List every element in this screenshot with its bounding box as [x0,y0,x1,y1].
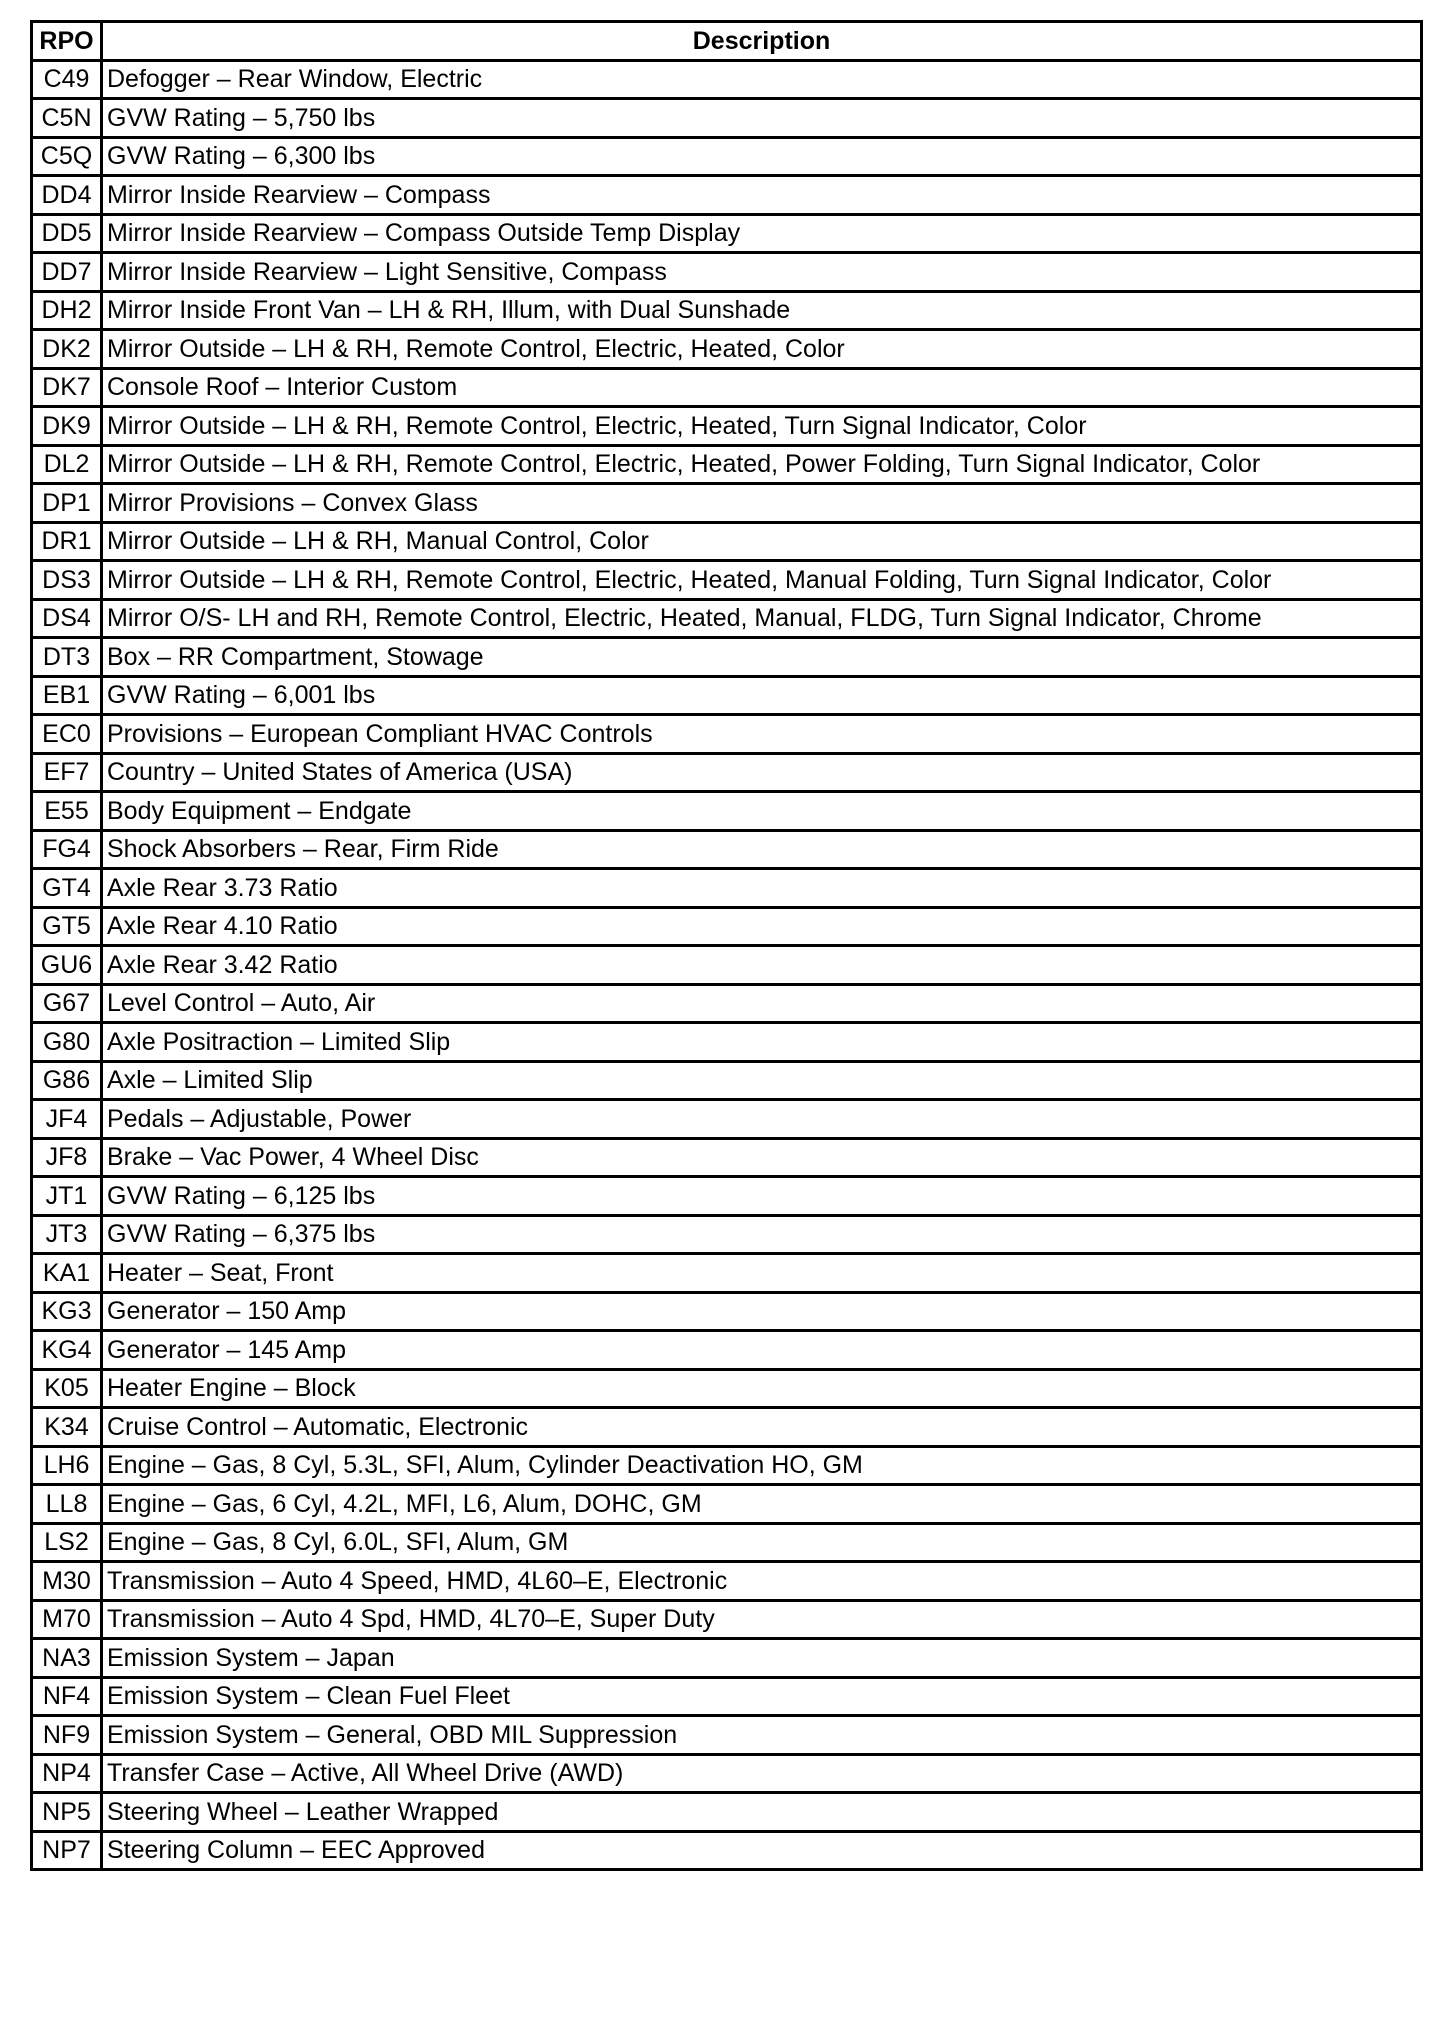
rpo-code-cell: DD7 [32,253,102,292]
rpo-code-cell: LH6 [32,1446,102,1485]
rpo-code-cell: DD4 [32,176,102,215]
rpo-code-cell: DD5 [32,214,102,253]
description-cell: Brake – Vac Power, 4 Wheel Disc [102,1138,1422,1177]
description-cell: Mirror Outside – LH & RH, Remote Control, Electric, Heated, Power Folding, Turn Signal Indicator, Color [102,445,1422,484]
rpo-code-cell: FG4 [32,830,102,869]
table-row [32,1677,1422,1716]
table-row [32,1023,1422,1062]
rpo-code-cell: GT5 [32,907,102,946]
table-row [32,1100,1422,1139]
table-row [32,1408,1422,1447]
rpo-code-cell: KA1 [32,1254,102,1293]
rpo-code-cell: GT4 [32,869,102,908]
rpo-code-cell: NF4 [32,1677,102,1716]
rpo-code-cell: DL2 [32,445,102,484]
description-cell: Axle Rear 3.73 Ratio [102,869,1422,908]
rpo-code-cell: DK7 [32,368,102,407]
rpo-code-cell: DK2 [32,330,102,369]
rpo-code-cell: E55 [32,792,102,831]
rpo-code-cell: DS4 [32,599,102,638]
rpo-code-cell: C5Q [32,137,102,176]
table-row [32,907,1422,946]
description-cell: Mirror Inside Rearview – Compass Outside Temp Display [102,214,1422,253]
rpo-code-cell: K05 [32,1369,102,1408]
description-cell: Transfer Case – Active, All Wheel Drive (AWD) [102,1754,1422,1793]
rpo-code-cell: DT3 [32,638,102,677]
table-row [32,1485,1422,1524]
table-row [32,1215,1422,1254]
table-row [32,1292,1422,1331]
description-cell: GVW Rating – 6,300 lbs [102,137,1422,176]
table-row [32,599,1422,638]
rpo-code-cell: NP4 [32,1754,102,1793]
rpo-code-cell: K34 [32,1408,102,1447]
table-row [32,522,1422,561]
description-cell: Mirror Inside Front Van – LH & RH, Illum, with Dual Sunshade [102,291,1422,330]
rpo-code-cell: G67 [32,984,102,1023]
description-cell: Axle Positraction – Limited Slip [102,1023,1422,1062]
description-cell: Mirror Provisions – Convex Glass [102,484,1422,523]
rpo-code-cell: EC0 [32,715,102,754]
table-row [32,291,1422,330]
rpo-code-cell: NA3 [32,1639,102,1678]
rpo-code-cell: DR1 [32,522,102,561]
table-row [32,330,1422,369]
description-cell: Pedals – Adjustable, Power [102,1100,1422,1139]
rpo-code-cell: G80 [32,1023,102,1062]
description-cell: Provisions – European Compliant HVAC Controls [102,715,1422,754]
table-row [32,407,1422,446]
description-cell: GVW Rating – 6,125 lbs [102,1177,1422,1216]
table-row [32,484,1422,523]
table-row [32,368,1422,407]
description-cell: Generator – 145 Amp [102,1331,1422,1370]
table-row [32,753,1422,792]
description-cell: Shock Absorbers – Rear, Firm Ride [102,830,1422,869]
rpo-code-cell: JT1 [32,1177,102,1216]
description-cell: Engine – Gas, 8 Cyl, 6.0L, SFI, Alum, GM [102,1523,1422,1562]
description-cell: Steering Column – EEC Approved [102,1831,1422,1870]
table-row [32,1254,1422,1293]
table-body [32,60,1422,1870]
table-row [32,1793,1422,1832]
rpo-code-cell: M70 [32,1600,102,1639]
table-row [32,1523,1422,1562]
description-cell: Axle Rear 3.42 Ratio [102,946,1422,985]
rpo-code-cell: DP1 [32,484,102,523]
table-row [32,1369,1422,1408]
rpo-code-cell: NF9 [32,1716,102,1755]
rpo-code-cell: LS2 [32,1523,102,1562]
description-cell: Mirror O/S- LH and RH, Remote Control, Electric, Heated, Manual, FLDG, Turn Signal Indicator, Chrome [102,599,1422,638]
table-row [32,99,1422,138]
rpo-column-header: RPO [32,22,102,61]
rpo-code-cell: JF8 [32,1138,102,1177]
description-cell: Axle – Limited Slip [102,1061,1422,1100]
rpo-code-cell: EB1 [32,676,102,715]
rpo-code-cell: KG4 [32,1331,102,1370]
rpo-code-cell: C49 [32,60,102,99]
description-column-header: Description [102,22,1422,61]
table-row [32,792,1422,831]
table-row [32,214,1422,253]
description-cell: Mirror Outside – LH & RH, Remote Control, Electric, Heated, Manual Folding, Turn Signal Indicator, Color [102,561,1422,600]
description-cell: Emission System – General, OBD MIL Suppression [102,1716,1422,1755]
rpo-code-cell: EF7 [32,753,102,792]
table-row [32,1831,1422,1870]
table-row [32,1138,1422,1177]
description-cell: Mirror Outside – LH & RH, Remote Control, Electric, Heated, Turn Signal Indicator, Color [102,407,1422,446]
description-cell: Body Equipment – Endgate [102,792,1422,831]
description-cell: GVW Rating – 5,750 lbs [102,99,1422,138]
rpo-code-cell: JF4 [32,1100,102,1139]
table-row [32,445,1422,484]
description-cell: Mirror Outside – LH & RH, Remote Control, Electric, Heated, Color [102,330,1422,369]
rpo-code-cell: NP7 [32,1831,102,1870]
table-row [32,830,1422,869]
description-cell: Emission System – Japan [102,1639,1422,1678]
description-cell: Level Control – Auto, Air [102,984,1422,1023]
table-row [32,869,1422,908]
description-cell: Mirror Inside Rearview – Light Sensitive, Compass [102,253,1422,292]
rpo-code-cell: G86 [32,1061,102,1100]
description-cell: Engine – Gas, 6 Cyl, 4.2L, MFI, L6, Alum, DOHC, GM [102,1485,1422,1524]
rpo-code-cell: DH2 [32,291,102,330]
table-row [32,715,1422,754]
table-row [32,1331,1422,1370]
description-cell: Box – RR Compartment, Stowage [102,638,1422,677]
table-row [32,60,1422,99]
table-row [32,638,1422,677]
table-row [32,253,1422,292]
description-cell: Mirror Outside – LH & RH, Manual Control, Color [102,522,1422,561]
description-cell: GVW Rating – 6,375 lbs [102,1215,1422,1254]
table-row [32,1446,1422,1485]
table-row [32,176,1422,215]
rpo-code-cell: GU6 [32,946,102,985]
rpo-code-cell: JT3 [32,1215,102,1254]
description-cell: Steering Wheel – Leather Wrapped [102,1793,1422,1832]
description-cell: Engine – Gas, 8 Cyl, 5.3L, SFI, Alum, Cylinder Deactivation HO, GM [102,1446,1422,1485]
description-cell: Emission System – Clean Fuel Fleet [102,1677,1422,1716]
description-cell: Defogger – Rear Window, Electric [102,60,1422,99]
description-cell: Console Roof – Interior Custom [102,368,1422,407]
description-cell: Transmission – Auto 4 Speed, HMD, 4L60–E, Electronic [102,1562,1422,1601]
table-row [32,1716,1422,1755]
description-cell: Mirror Inside Rearview – Compass [102,176,1422,215]
rpo-code-cell: C5N [32,99,102,138]
description-cell: Axle Rear 4.10 Ratio [102,907,1422,946]
table-row [32,1562,1422,1601]
rpo-code-cell: DS3 [32,561,102,600]
table-header [32,22,1422,61]
description-cell: Transmission – Auto 4 Spd, HMD, 4L70–E, Super Duty [102,1600,1422,1639]
table-row [32,561,1422,600]
table-row [32,1754,1422,1793]
rpo-code-cell: NP5 [32,1793,102,1832]
table-row [32,984,1422,1023]
description-cell: Cruise Control – Automatic, Electronic [102,1408,1422,1447]
rpo-code-cell: M30 [32,1562,102,1601]
table-row [32,137,1422,176]
rpo-code-cell: KG3 [32,1292,102,1331]
table-row [32,676,1422,715]
table-row [32,1177,1422,1216]
table-row [32,1639,1422,1678]
header-row [32,22,1422,61]
description-cell: Heater – Seat, Front [102,1254,1422,1293]
description-cell: GVW Rating – 6,001 lbs [102,676,1422,715]
description-cell: Country – United States of America (USA) [102,753,1422,792]
rpo-table [30,20,1423,1871]
description-cell: Generator – 150 Amp [102,1292,1422,1331]
table-row [32,1061,1422,1100]
table-row [32,1600,1422,1639]
table-row [32,946,1422,985]
rpo-code-cell: DK9 [32,407,102,446]
description-cell: Heater Engine – Block [102,1369,1422,1408]
rpo-code-cell: LL8 [32,1485,102,1524]
